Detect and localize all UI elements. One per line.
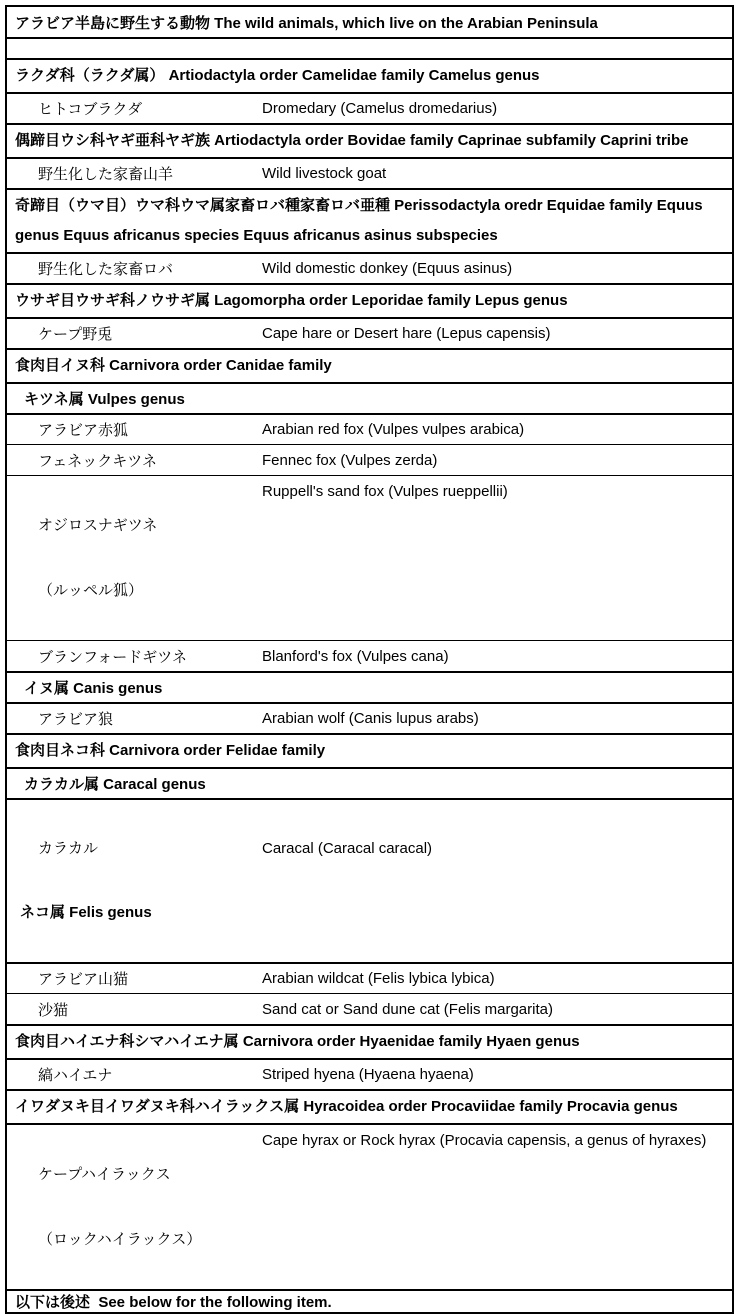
genus-header-label: カラカル属 Caracal genus xyxy=(24,776,206,793)
animal-name-en: Arabian wolf (Canis lupus arabs) xyxy=(262,710,479,727)
section-header-label: 食肉目ネコ科 Carnivora order Felidae family xyxy=(15,742,326,759)
section-header-leporidae xyxy=(7,283,732,317)
section-header-hyaenidae xyxy=(7,1024,732,1058)
animal-name-ja: 野生化した家畜山羊 xyxy=(38,166,174,183)
section-header-label: 食肉目イヌ科 Carnivora order Canidae family xyxy=(15,357,332,374)
animal-name-en: Cape hyrax or Rock hyrax (Procavia capensis, a genus of hyraxes) xyxy=(262,1132,707,1149)
section-header-label: 奇蹄目（ウマ目）ウマ科ウマ属家畜ロバ種家畜ロバ亜種 Perissodactyla oredr Equidae family Equus genus Equus africanus species Equus africanus asinus subspecies xyxy=(15,197,707,244)
section-header-label: 偶蹄目ウシ科ヤギ亜科ヤギ族 Artiodactyla order Bovidae family Caprinae subfamily Caprini tribe xyxy=(15,132,689,149)
animal-name-ja: アラビア赤狐 xyxy=(38,422,129,439)
animal-name-en: Striped hyena (Hyaena hyaena) xyxy=(262,1066,474,1083)
animal-row-caracal-with-felis-header xyxy=(7,798,732,962)
animal-name-ja-line1: オジロスナギツネ xyxy=(38,517,158,534)
animal-name-en: Wild livestock goat xyxy=(262,165,387,182)
genus-header-label: キツネ属 Vulpes genus xyxy=(24,391,185,408)
animal-name-ja: フェネックキツネ xyxy=(38,452,157,470)
animal-name-ja-line2: （ルッペル狐） xyxy=(38,582,144,599)
genus-header-vulpes xyxy=(7,382,732,413)
genus-header-canis xyxy=(7,671,732,702)
section-header-bovidae xyxy=(7,123,732,157)
footer-note: 以下は後述 See below for the following item. xyxy=(15,1294,332,1311)
animal-name-en: Wild domestic donkey (Equus asinus) xyxy=(262,260,513,277)
animal-name-en: Sand cat or Sand dune cat (Felis margarita) xyxy=(262,1000,553,1018)
animal-name-ja: カラカル xyxy=(38,840,99,857)
animal-row-goat xyxy=(7,157,732,188)
table-title: アラビア半島に野生する動物 The wild animals, which live on the Arabian Peninsula xyxy=(15,14,598,32)
animal-row-caracal xyxy=(7,834,732,864)
section-header-label: ウサギ目ウサギ科ノウサギ属 Lagomorpha order Leporidae family Lepus genus xyxy=(15,292,568,309)
animal-name-ja xyxy=(7,476,262,640)
animal-row-blanfords-fox xyxy=(7,640,732,671)
genus-header-felis: ネコ属 Felis genus xyxy=(20,904,152,921)
animal-name-ja: 縞ハイエナ xyxy=(38,1067,113,1084)
section-header-canidae xyxy=(7,348,732,382)
table-title-row xyxy=(7,7,732,37)
animal-name-ja-line2: （ロックハイラックス） xyxy=(38,1231,202,1248)
section-header-label: ラクダ科（ラクダ属） Artiodactyla order Camelidae family Camelus genus xyxy=(15,67,540,84)
animal-name-en: Blanford's fox (Vulpes cana) xyxy=(262,647,449,665)
animal-name-ja: 沙猫 xyxy=(38,1001,69,1019)
footer-note-row xyxy=(7,1289,732,1312)
animal-name-ja-line1: ケープハイラックス xyxy=(38,1166,171,1183)
genus-header-label: イヌ属 Canis genus xyxy=(24,680,163,697)
animal-name-ja xyxy=(7,1125,262,1289)
section-header-felidae xyxy=(7,733,732,767)
animal-row-arabian-red-fox xyxy=(7,413,732,444)
animal-row-cape-hyrax xyxy=(7,1123,732,1289)
animal-name-ja: ケープ野兎 xyxy=(38,326,113,343)
section-header-label: 食肉目ハイエナ科シマハイエナ属 Carnivora order Hyaenidae family Hyaen genus xyxy=(15,1033,580,1050)
spacer-row xyxy=(7,37,732,58)
animal-name-ja: アラビア狼 xyxy=(38,711,114,728)
animal-row-ruppells-sand-fox xyxy=(7,475,732,640)
section-header-camelidae xyxy=(7,58,732,92)
section-header-procaviidae xyxy=(7,1089,732,1123)
animal-name-ja: 野生化した家畜ロバ xyxy=(38,261,174,278)
animal-name-en: Arabian red fox (Vulpes vulpes arabica) xyxy=(262,421,525,438)
animal-row-cape-hare xyxy=(7,317,732,348)
animal-name-ja: ブランフォードギツネ xyxy=(38,648,187,666)
animal-name-en: Dromedary (Camelus dromedarius) xyxy=(262,100,498,117)
animal-name-en: Ruppell's sand fox (Vulpes rueppellii) xyxy=(262,483,508,500)
wild-animals-table xyxy=(5,5,734,1314)
animal-row-fennec-fox xyxy=(7,444,732,475)
animal-row-striped-hyena xyxy=(7,1058,732,1089)
animal-row-dromedary xyxy=(7,92,732,123)
animal-row-arabian-wolf xyxy=(7,702,732,733)
animal-name-en: Arabian wildcat (Felis lybica lybica) xyxy=(262,970,495,987)
animal-row-arabian-wildcat xyxy=(7,962,732,993)
animal-name-ja: アラビア山猫 xyxy=(38,971,129,988)
animal-name-ja: ヒトコブラクダ xyxy=(38,101,143,118)
section-header-label: イワダヌキ目イワダヌキ科ハイラックス属 Hyracoidea order Procaviidae family Procavia genus xyxy=(15,1098,678,1115)
animal-row-donkey xyxy=(7,252,732,283)
animal-row-sand-cat xyxy=(7,993,732,1024)
animal-name-en: Fennec fox (Vulpes zerda) xyxy=(262,451,438,469)
animal-name-en: Cape hare or Desert hare (Lepus capensis) xyxy=(262,325,551,342)
genus-header-caracal xyxy=(7,767,732,798)
animal-name-en: Caracal (Caracal caracal) xyxy=(262,840,433,857)
section-header-equidae xyxy=(7,188,732,252)
